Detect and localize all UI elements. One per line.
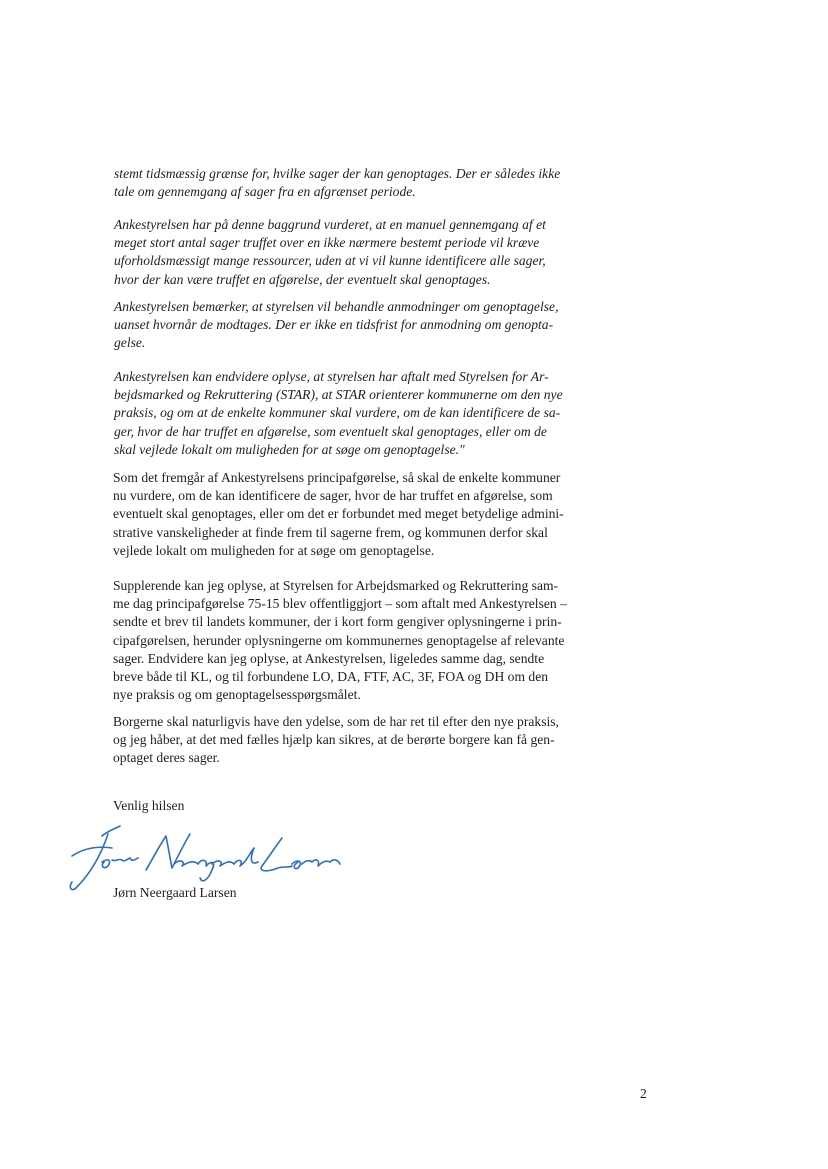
- quoted-paragraph-1: stemt tidsmæssig grænse for, hvilke sager der kan genoptages. Der er således ikke tale om gennemgang af sager fra en afgrænset periode.: [114, 166, 561, 200]
- quoted-paragraph-3: Ankestyrelsen bemærker, at styrelsen vil behandle anmodninger om genoptagelse, uanset hvornår de modtages. Der er ikke en tidsfrist for anmodning om genopta- gelse.: [114, 299, 559, 351]
- page-number: 2: [640, 1086, 647, 1101]
- quoted-paragraph-4: Ankestyrelsen kan endvidere oplyse, at styrelsen har aftalt med Styrelsen for Ar- bejdsmarked og Rekruttering (STAR), at STAR orienterer kommunerne om den nye praksis, og om at de enkelte kommuner skal vurdere, om de kan identificere de sa- ger, hvor de har truffet en afgørelse, som eventuelt skal genoptages, eller om de skal vejlede lokalt om muligheden for at søge om genoptagelse.": [114, 369, 563, 457]
- body-paragraph-3: Borgerne skal naturligvis have den ydelse, som de har ret til efter den nye praksis, og jeg håber, at det med fælles hjælp kan sikres, at de berørte borgere kan få gen- optaget deres sager.: [113, 714, 559, 766]
- quoted-paragraph-2: Ankestyrelsen har på denne baggrund vurderet, at en manuel gennemgang af et meget stort antal sager truffet over en ikke nærmere bestemt periode vil kræve uforholdsmæssigt mange ressourcer, uden at vi vil kunne identificere alle sager, hvor der kan være truffet en afgørelse, der eventuelt skal genoptages.: [114, 217, 546, 287]
- body-paragraph-1: Som det fremgår af Ankestyrelsens principafgørelse, så skal de enkelte kommuner nu vurdere, om de kan identificere de sager, hvor de har truffet en afgørelse, som eventuelt skal genoptages, eller om det er forbundet med meget betydelige admini- strative vanskeligheder at finde frem til sagerne frem, og kommunen derfor skal vejlede lokalt om muligheden for at søge om genoptagelse.: [113, 470, 564, 558]
- body-paragraph-2: Supplerende kan jeg oplyse, at Styrelsen for Arbejdsmarked og Rekruttering sam- me dag principafgørelse 75-15 blev offentliggjort – som aftalt med Ankestyrelsen – sendte et brev til landets kommuner, der i kort form gengiver oplysningerne i prin- cipafgørelsen, herunder oplysningerne om kommunernes genoptagelse af relevante sager. Endvidere kan jeg oplyse, at Ankestyrelsen, ligeledes samme dag, sendte breve både til KL, og til forbundene LO, DA, FTF, AC, 3F, FOA og DH om den nye praksis og om genoptagelsesspørgsmålet.: [113, 578, 567, 703]
- closing-greeting: Venlig hilsen: [113, 798, 185, 813]
- signer-name: Jørn Neergaard Larsen: [113, 885, 237, 900]
